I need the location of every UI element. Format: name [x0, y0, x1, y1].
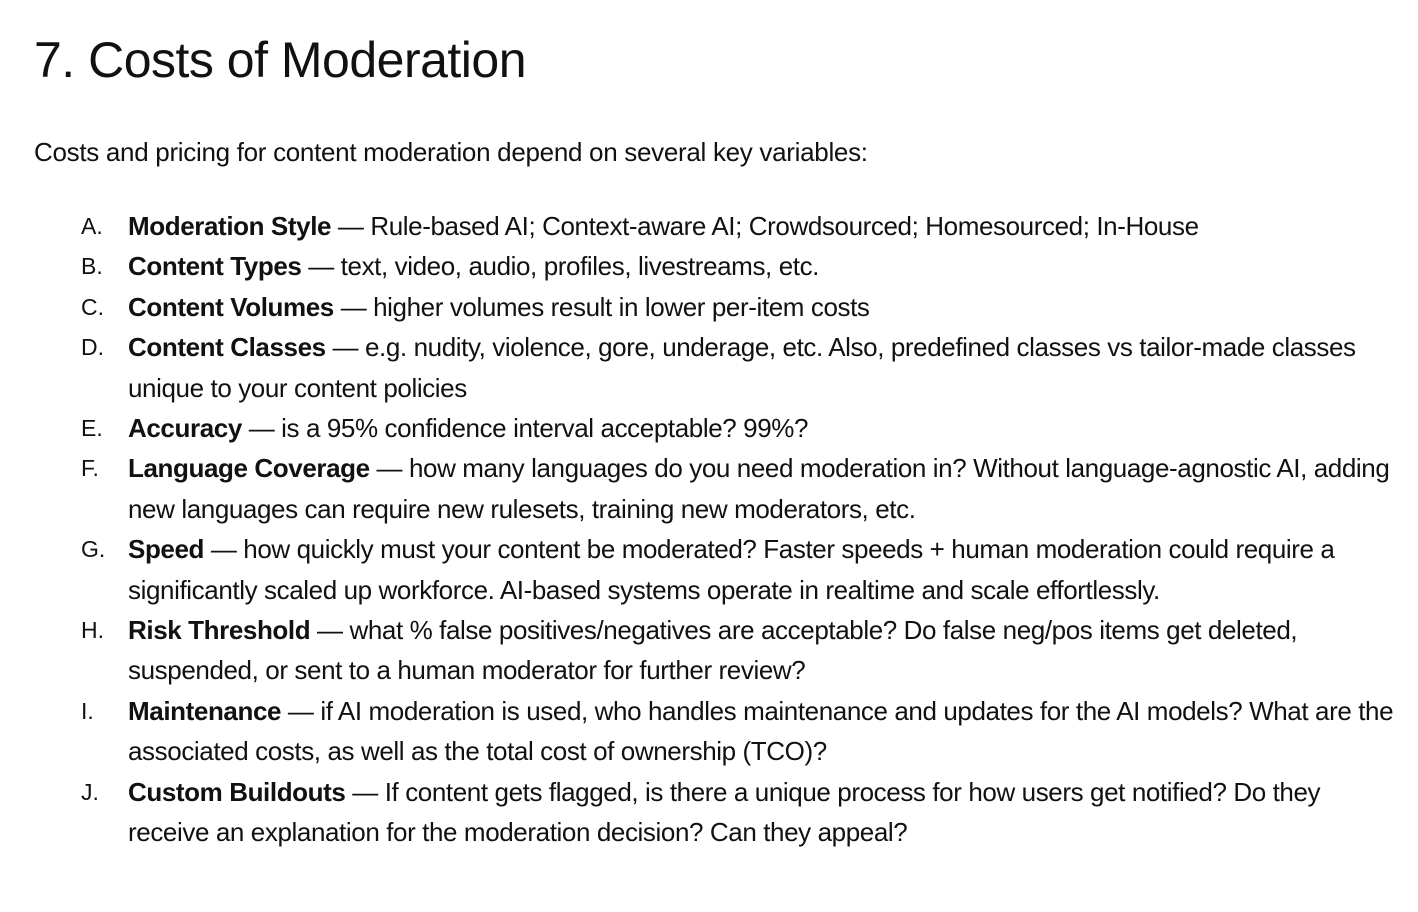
section-heading: 7. Costs of Moderation — [34, 32, 527, 88]
list-item-description: — Rule-based AI; Context-aware AI; Crowdsourced; Homesourced; In-House — [331, 211, 1199, 241]
list-item — [0, 408, 1418, 448]
list-item — [0, 287, 1418, 327]
list-item-description: — how quickly must your content be moderated? Faster speeds + human moderation could require a significantly scaled up workforce. AI-based systems operate in realtime and scale effortlessly. — [128, 534, 1335, 605]
list-marker: H. — [81, 617, 104, 644]
list-marker: B. — [81, 253, 103, 280]
list-item-term: Maintenance — [128, 695, 282, 726]
list-item — [0, 772, 1418, 853]
list-item-term: Language Coverage — [128, 453, 370, 484]
list-item — [0, 610, 1418, 691]
list-marker: C. — [81, 293, 104, 320]
list-item-description: — what % false positives/negatives are acceptable? Do false neg/pos items get deleted, suspended, or sent to a human moderator for further review? — [128, 615, 1298, 686]
list-item-description: — e.g. nudity, violence, gore, underage, etc. Also, predefined classes vs tailor-made classes unique to your content policies — [128, 332, 1356, 403]
list-marker: F. — [81, 455, 99, 482]
list-item-description: — If content gets flagged, is there a unique process for how users get notified? Do they receive an explanation for the moderation decision? Can they appeal? — [128, 776, 1321, 848]
list-item-term: Accuracy — [128, 413, 242, 444]
list-marker: E. — [81, 415, 103, 442]
list-item-term: Speed — [128, 534, 205, 565]
list-item-term: Custom Buildouts — [128, 776, 346, 807]
list-item — [0, 206, 1418, 246]
intro-paragraph: Costs and pricing for content moderation depend on several key variables: — [34, 137, 868, 167]
list-item — [0, 448, 1418, 529]
variables-list — [0, 206, 1418, 853]
list-item-term: Content Classes — [128, 332, 326, 363]
list-item-description: — text, video, audio, profiles, livestreams, etc. — [301, 251, 819, 282]
list-marker: D. — [81, 334, 104, 361]
list-marker: A. — [81, 213, 103, 239]
list-item-description: — is a 95% confidence interval acceptable? 99%? — [241, 413, 809, 444]
list-marker: I. — [81, 697, 94, 724]
list-item — [0, 246, 1418, 286]
list-item-term: Content Types — [128, 251, 302, 282]
list-item — [0, 327, 1418, 408]
list-item-term: Content Volumes — [128, 291, 334, 322]
list-item — [0, 529, 1418, 610]
list-item — [0, 691, 1418, 772]
list-item-term: Risk Threshold — [128, 615, 311, 646]
list-marker: G. — [81, 536, 106, 563]
list-item-description: — higher volumes result in lower per-item costs — [333, 291, 870, 322]
list-marker: J. — [81, 778, 99, 805]
list-item-description: — how many languages do you need moderation in? Without language-agnostic AI, adding new languages can require new rulesets, training new moderators, etc. — [128, 453, 1390, 524]
list-item-description: — if AI moderation is used, who handles maintenance and updates for the AI models? What are the associated costs, as well as the total cost of ownership (TCO)? — [128, 695, 1394, 767]
list-item-term: Moderation Style — [128, 211, 332, 241]
